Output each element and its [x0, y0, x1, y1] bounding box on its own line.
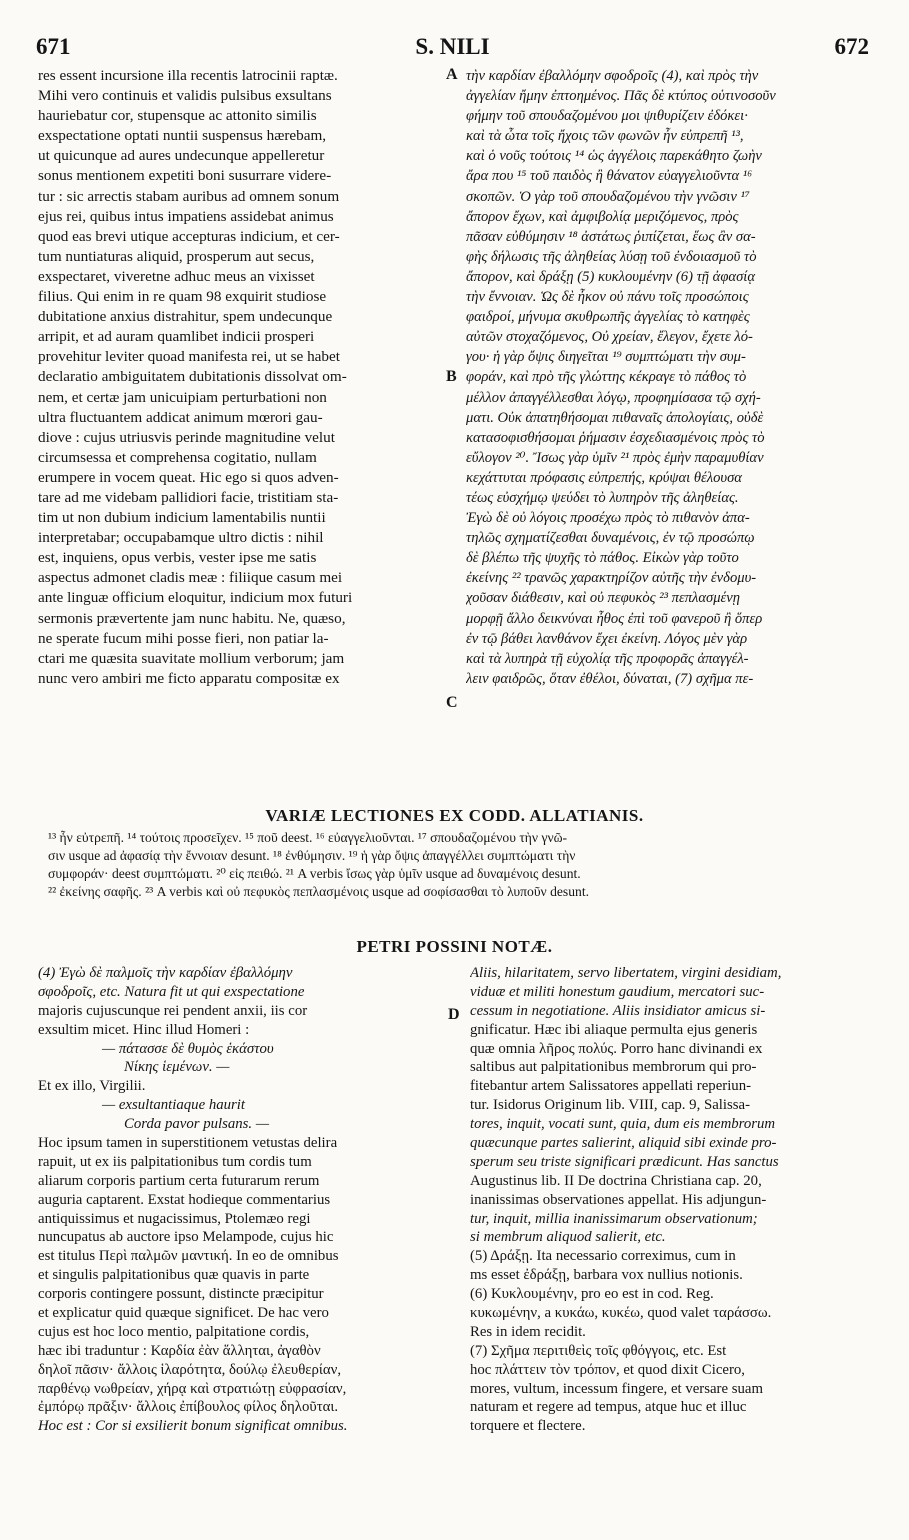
note-line: et singulis palpitationibus quæ quavis in parte — [38, 1267, 310, 1284]
notes-right-column — [470, 964, 872, 1436]
note-line: quæcunque partes salierint, aliquid sibi exinde pro- — [470, 1135, 777, 1152]
note-line: tur, inquit, millia inanissimarum observationum; — [470, 1210, 758, 1227]
greek-line: πᾶσαν εὐθύμησιν ¹⁸ ἀστάτως ῥιπίζεται, ἕως ἂν σα- — [466, 228, 756, 245]
greek-line: ἐν τῷ βάθει λανθάνον ἔχει ἐκείνη. Λόγος μὲν γὰρ — [466, 630, 748, 647]
latin-line: ctari me quæsita suavitate mollium verborum; jam — [38, 649, 345, 667]
note-line: Aliis, hilaritatem, servo libertatem, virgini desidiam, — [470, 965, 782, 981]
note-line: cessum in negotiatione. Aliis insidiator amicus si- — [470, 1002, 766, 1019]
greek-line: ἀγγελίαν ἤμην ἐπτοημένος. Πᾶς δὲ κτύπος οὑτινοσοῦν — [466, 88, 776, 105]
note-line: si membrum aliquod salierit, etc. — [470, 1229, 666, 1246]
running-title: S. NILI — [415, 34, 490, 59]
margin-marker-d: D — [448, 1006, 460, 1023]
note-line: naturam et regere ad tempus, atque huc et illuc — [470, 1399, 747, 1416]
latin-line: tare ad me videbam pallidiori facie, tristitiam sta- — [38, 488, 339, 506]
latin-line: nem, et certæ jam unicuipiam perturbationi non — [38, 388, 327, 406]
note-line: aliarum corporis partium certa futurarum rerum — [38, 1172, 320, 1189]
latin-line: interpretabar; occupabamque ultro dictis : nihil — [38, 529, 324, 547]
note-line: ms esset ἐδράξῃ, barbara vox nullius notionis. — [470, 1267, 743, 1284]
variant-reading-line: ²² ἐκείνης σαφῆς. ²³ A verbis καὶ οὐ πεφυκὸς πεπλασμένοις usque ad σοφίσασθαι τὸ λυποῦν desunt. — [48, 884, 589, 899]
note-line: ἐμπόρῳ πρᾶξιν· ἄλλοις ἐπίβουλος φίλος δηλοῦται. — [38, 1399, 339, 1416]
variant-reading-line: ¹³ ἦν εὐτρεπῆ. ¹⁴ τούτοις προσεῖχεν. ¹⁵ ποῦ deest. ¹⁶ εὐαγγελιοῦνται. ¹⁷ σπουδαζομένου τὴν γνῶ- — [48, 830, 568, 845]
latin-line: tum nuntiaturas aliquid, prosperum aut secus, — [38, 247, 315, 265]
note-line: (6) Κυκλουμένην, pro eo est in cod. Reg. — [470, 1286, 714, 1303]
page-number-right: 672 — [834, 34, 869, 59]
greek-line: χοῦσαν διάθεσιν, καὶ οὐ πεφυκὸς ²³ πεπλασμένῃ — [466, 590, 740, 607]
greek-line: ἐκείνης ²² τρανῶς χαρακτηρίζον αὐτῆς τὴν ἐνδομυ- — [466, 570, 757, 587]
note-line: κυκωμένην, a κυκάω, κυκέω, quod valet ταράσσω. — [470, 1305, 772, 1322]
note-line: hoc πλάττειν τὸν τρόπον, et quod dixit Cicero, — [470, 1361, 745, 1378]
greek-line: καὶ τὰ λυπηρὰ τῇ εὐχολίᾳ τῆς προφορᾶς ἀπαγγέλ- — [466, 650, 749, 667]
note-line: torquere et flectere. — [470, 1418, 586, 1435]
latin-line: ejus rei, quibus intus impatiens assidebat animus — [38, 207, 334, 225]
latin-line: ne sperate fucum mihi posse fieri, non patiar la- — [38, 629, 329, 647]
note-line: παρθένῳ νωθρείαν, χήρᾳ καὶ στρατιώτῃ εὐφρασίαν, — [38, 1380, 347, 1397]
variant-reading-line: συμφοράν· deest συμπτώματι. ²⁰ εἰς πειθώ. ²¹ A verbis ἴσως γὰρ ὑμῖν usque ad δυναμένοις desunt. — [48, 866, 581, 881]
latin-line: filius. Qui enim in re quam 98 exquirit studiose — [38, 288, 327, 306]
greek-line: μορφῇ ἄλλο δεικνύναι ἦθος ἐπὶ τοῦ φανεροῦ ἢ ὅπερ — [466, 610, 763, 627]
note-line: nuncupatus ab auctore ipso Melampode, cujus hic — [38, 1229, 334, 1246]
greek-line: λειν φαιδρῶς, ὅταν ἐθέλοι, δύναται, (7) σχῆμα πε- — [466, 670, 754, 687]
note-line: auguria captarent. Exstat hodieque commentarius — [38, 1191, 331, 1208]
latin-line: provehitur leviter quoad manifesta rei, ut se habet — [38, 348, 340, 366]
greek-text-column — [466, 66, 869, 689]
greek-line: ἄρα που ¹⁵ τοῦ παιδὸς ἢ θάνατον εὐαγγελιοῦντα ¹⁶ — [466, 168, 753, 185]
latin-line: aspectus admonet cladis meæ : filiique casum mei — [38, 569, 343, 587]
note-line: est titulus Περὶ παλμῶν μαντική. In eo de omnibus — [38, 1248, 339, 1265]
greek-line: φήμην τοῦ σπουδαζομένου μοι ψιθυρίζειν ἐδόκει· — [466, 108, 748, 125]
note-line: et explicatur quid quæque significet. De hac vero — [38, 1305, 329, 1322]
latin-line: erumpere in vocem queat. Hic ego si quos adven- — [38, 468, 339, 486]
greek-line: φοράν, καὶ πρὸ τῆς γλώττης κέκραγε τὸ πάθος τὸ — [466, 369, 747, 386]
note-line: cujus est hoc loco mentio, palpitatione cordis, — [38, 1323, 310, 1340]
greek-line: ματι. Οὐκ ἀπατηθήσομαι πιθαναῖς ἀπολογίαις, οὐδὲ — [466, 409, 764, 426]
note-line: — exsultantiaque haurit — [102, 1097, 246, 1114]
note-line: inanissimas observationes appellat. His adjungun- — [470, 1191, 767, 1208]
greek-line: δὲ βλέπω τῆς ψυχῆς τὸ πάθος. Εἰκὼν γὰρ τοῦτο — [466, 550, 739, 567]
greek-line: φὴς δήλωσις τῆς ἀληθείας λύσῃ τοῦ ἐνδοιασμοῦ τὸ — [466, 248, 757, 265]
note-line: σφοδροῖς, etc. Natura fit ut qui exspectatione — [38, 983, 305, 1000]
note-line: hæc ibi traduntur : Καρδία ἐὰν ἅλληται, ἀγαθὸν — [38, 1342, 321, 1359]
note-line: δηλοῖ πᾶσιν· ἄλλοις ἱλαρότητα, δούλῳ ἐλευθερίαν, — [38, 1361, 342, 1378]
note-line: sperum seu triste significari prædicunt. Has sanctus — [470, 1153, 779, 1170]
note-line: tores, inquit, vocati sunt, quia, dum eis membrorum — [470, 1116, 776, 1133]
note-line: majoris cujuscunque rei pendent anxii, iis cor — [38, 1002, 308, 1019]
latin-line: exspectatione optati nuntii suspensus hærebam, — [38, 127, 327, 145]
note-line: Res in idem recidit. — [470, 1323, 586, 1340]
note-line: Augustinus lib. II De doctrina Christiana cap. 20, — [470, 1172, 762, 1189]
latin-line: hauriebatur cor, stupensque ac attonito similis — [38, 107, 317, 125]
greek-line: κατασοφισθήσομαι ῥήμασιν ἐσχεδιασμένοις πρὸς τὸ — [466, 429, 765, 446]
note-line: saltibus aut palpitationibus membrorum qui pro- — [470, 1059, 757, 1076]
latin-line: tur : sic arrectis stabam auribus ad omnem sonum — [38, 187, 340, 205]
note-line: Et ex illo, Virgilii. — [38, 1078, 146, 1095]
greek-line: σκοπῶν. Ὁ γὰρ τοῦ σπουδαζομένου τὴν γνῶσιν ¹⁷ — [466, 188, 750, 205]
greek-line: γου· ἡ γὰρ ὄψις διηγεῖται ¹⁹ συμπτώματι τὴν συμ- — [466, 349, 746, 366]
note-line: Hoc est : Cor si exsilierit bonum significat omnibus. — [38, 1418, 348, 1435]
greek-line: εὔλογον ²⁰. Ἴσως γὰρ ὑμῖν ²¹ πρὸς ἐμὴν παραμυθίαν — [466, 449, 764, 466]
latin-line: exspectaret, viveretne adhuc meus an vixisset — [38, 267, 315, 285]
greek-line: μέλλον ἀπαγγέλλεσθαι λόγῳ, προφημίσασα τῷ σχή- — [466, 389, 761, 406]
latin-line: arripit, et ad auram quamlibet indicii prosperi — [38, 328, 315, 346]
greek-line: αὐτῶν στοχαζόμενος, Οὐ χρείαν, ἔλεγον, ἔχετε λό- — [466, 329, 753, 346]
note-line: (4) Ἐγὼ δὲ παλμοῖς τὴν καρδίαν ἐβαλλόμην — [38, 965, 293, 981]
greek-line: τὴν καρδίαν ἐβαλλόμην σφοδροῖς (4), καὶ πρὸς τὴν — [466, 68, 759, 84]
latin-line: dubitatione anxius distrahitur, spem undecunque — [38, 308, 333, 326]
greek-line: τὴν ἔννοιαν. Ὡς δὲ ἦκον οὐ πάνυ τοῖς προσώποις — [466, 289, 749, 306]
latin-line: ut quicunque ad aures undecunque appelleretur — [38, 147, 325, 165]
note-line: mores, vultum, incessum fingere, et versare suam — [470, 1380, 763, 1397]
greek-line: τέως εὐσχήμῳ ψεύδει τὸ λυπηρὸν τῆς ἀληθείας. — [466, 489, 739, 506]
note-line: exsultim micet. Hinc illud Homeri : — [38, 1021, 250, 1038]
note-line: Νίκης ἱεμένων. — — [124, 1059, 230, 1076]
margin-marker-c: C — [446, 694, 458, 711]
latin-line: ante linguæ officium eloquitur, indicium mox futuri — [38, 589, 353, 607]
greek-line: καὶ ὁ νοῦς τούτοις ¹⁴ ὡς ἀγγέλοις παρεκάθητο ζωὴν — [466, 148, 762, 165]
note-line: quæ omnia λῆρος πολύς. Porro hanc divinandi ex — [470, 1040, 763, 1057]
note-line: Corda pavor pulsans. — — [124, 1116, 269, 1133]
latin-text-column — [38, 66, 442, 689]
variant-reading-line: σιν usque ad ἀφασίᾳ τὴν ἔννοιαν desunt. ¹⁸ ἐνθύμησιν. ¹⁹ ἡ γὰρ ὄψις ἀπαγγέλλει συμπτώματι τὴν — [48, 848, 576, 863]
greek-line: καὶ τὰ ὦτα τοῖς ἤχοις τῶν φωνῶν ἦν εὐπρεπῆ ¹³, — [466, 128, 744, 145]
latin-line: Mihi vero continuis et validis pulsibus exsultans — [38, 87, 332, 105]
greek-line: ἄπορον ἔχων, καὶ ἀμφιβολίᾳ μεριζόμενος, πρὸς — [466, 208, 739, 225]
latin-line: res essent incursione illa recentis latrocinii raptæ. — [38, 67, 338, 84]
margin-marker-b: B — [446, 368, 457, 385]
page-number-left: 671 — [36, 34, 71, 59]
latin-line: est, inquiens, opus verbis, vester ipse me satis — [38, 549, 317, 567]
latin-line: tim ut non dubium indicium lamentabilis nuntii — [38, 509, 326, 527]
variae-lectiones-body — [48, 829, 868, 901]
note-line: (7) Σχῆμα περιτιθεὶς τοῖς φθόγγοις, etc. Est — [470, 1342, 727, 1359]
latin-line: nunc vero ambiri me ficto apparatu compositæ ex — [38, 669, 340, 687]
greek-line: φαιδροί, μήνυμα σκυθρωπῆς ἀγγελίας τὸ κατηφὲς — [466, 309, 750, 326]
note-line: antiquissimus et nugacissimus, Ptolemæo regi — [38, 1210, 311, 1227]
greek-line: ἄπορον, καὶ δράξῃ (5) κυκλουμένην (6) τῇ ἀφασίᾳ — [466, 268, 755, 285]
latin-line: sermonis prævertente jam nunc habitu. Ne, quæso, — [38, 609, 346, 627]
notes-title: PETRI POSSINI NOTÆ. — [356, 937, 553, 956]
latin-line: diove : cujus utriusvis perinde magnitudine velut — [38, 428, 335, 446]
latin-line: quod eas brevi utique accepturas indicium, et cer- — [38, 227, 340, 245]
notes-left-column — [38, 964, 442, 1436]
greek-line: κεχάττυται πρόφασις εὐπρεπής, κρύψαι θέλουσα — [466, 469, 742, 486]
margin-marker-a: A — [446, 66, 458, 83]
running-header — [36, 34, 869, 62]
variae-lectiones-title: VARIÆ LECTIONES EX CODD. ALLATIANIS. — [265, 806, 644, 825]
note-line: tur. Isidorus Originum lib. VIII, cap. 9, Salissa- — [470, 1097, 751, 1114]
latin-line: circumsessa et comprehensa cogitatio, nullam — [38, 448, 317, 466]
note-line: rapuit, ut ex iis palpitationibus tum cordis tum — [38, 1153, 312, 1170]
note-line: fitebantur artem Salissatores appellati reperiun- — [470, 1078, 752, 1095]
latin-line: declaratio ambiguitatem dubitationis dissolvat om- — [38, 368, 347, 386]
greek-line: Ἐγὼ δὲ οὐ λόγοις προσέχω πρὸς τὸ πιθανὸν ἀπα- — [466, 510, 750, 527]
note-line: (5) Δράξῃ. Ita necessario correximus, cum in — [470, 1248, 736, 1265]
latin-line: sonus mentionem expetiti boni susurrare videre- — [38, 167, 332, 185]
note-line: — πάτασσε δὲ θυμὸς ἑκάστου — [102, 1040, 274, 1057]
note-line: corporis contingere possunt, distincte præcipitur — [38, 1286, 324, 1303]
note-line: viduæ et militi honestum gaudium, mercatori suc- — [470, 983, 765, 1000]
note-line: gnificatur. Hæc ibi aliaque permulta ejus generis — [470, 1021, 758, 1038]
note-line: Hoc ipsum tamen in superstitionem vetustas delira — [38, 1135, 338, 1152]
greek-line: τηλῶς σχηματίζεσθαι δυναμένοις, ἐν τῷ προσώπῳ — [466, 530, 755, 547]
latin-line: ultra fluctuantem addicat animum mœrori gau- — [38, 408, 323, 426]
